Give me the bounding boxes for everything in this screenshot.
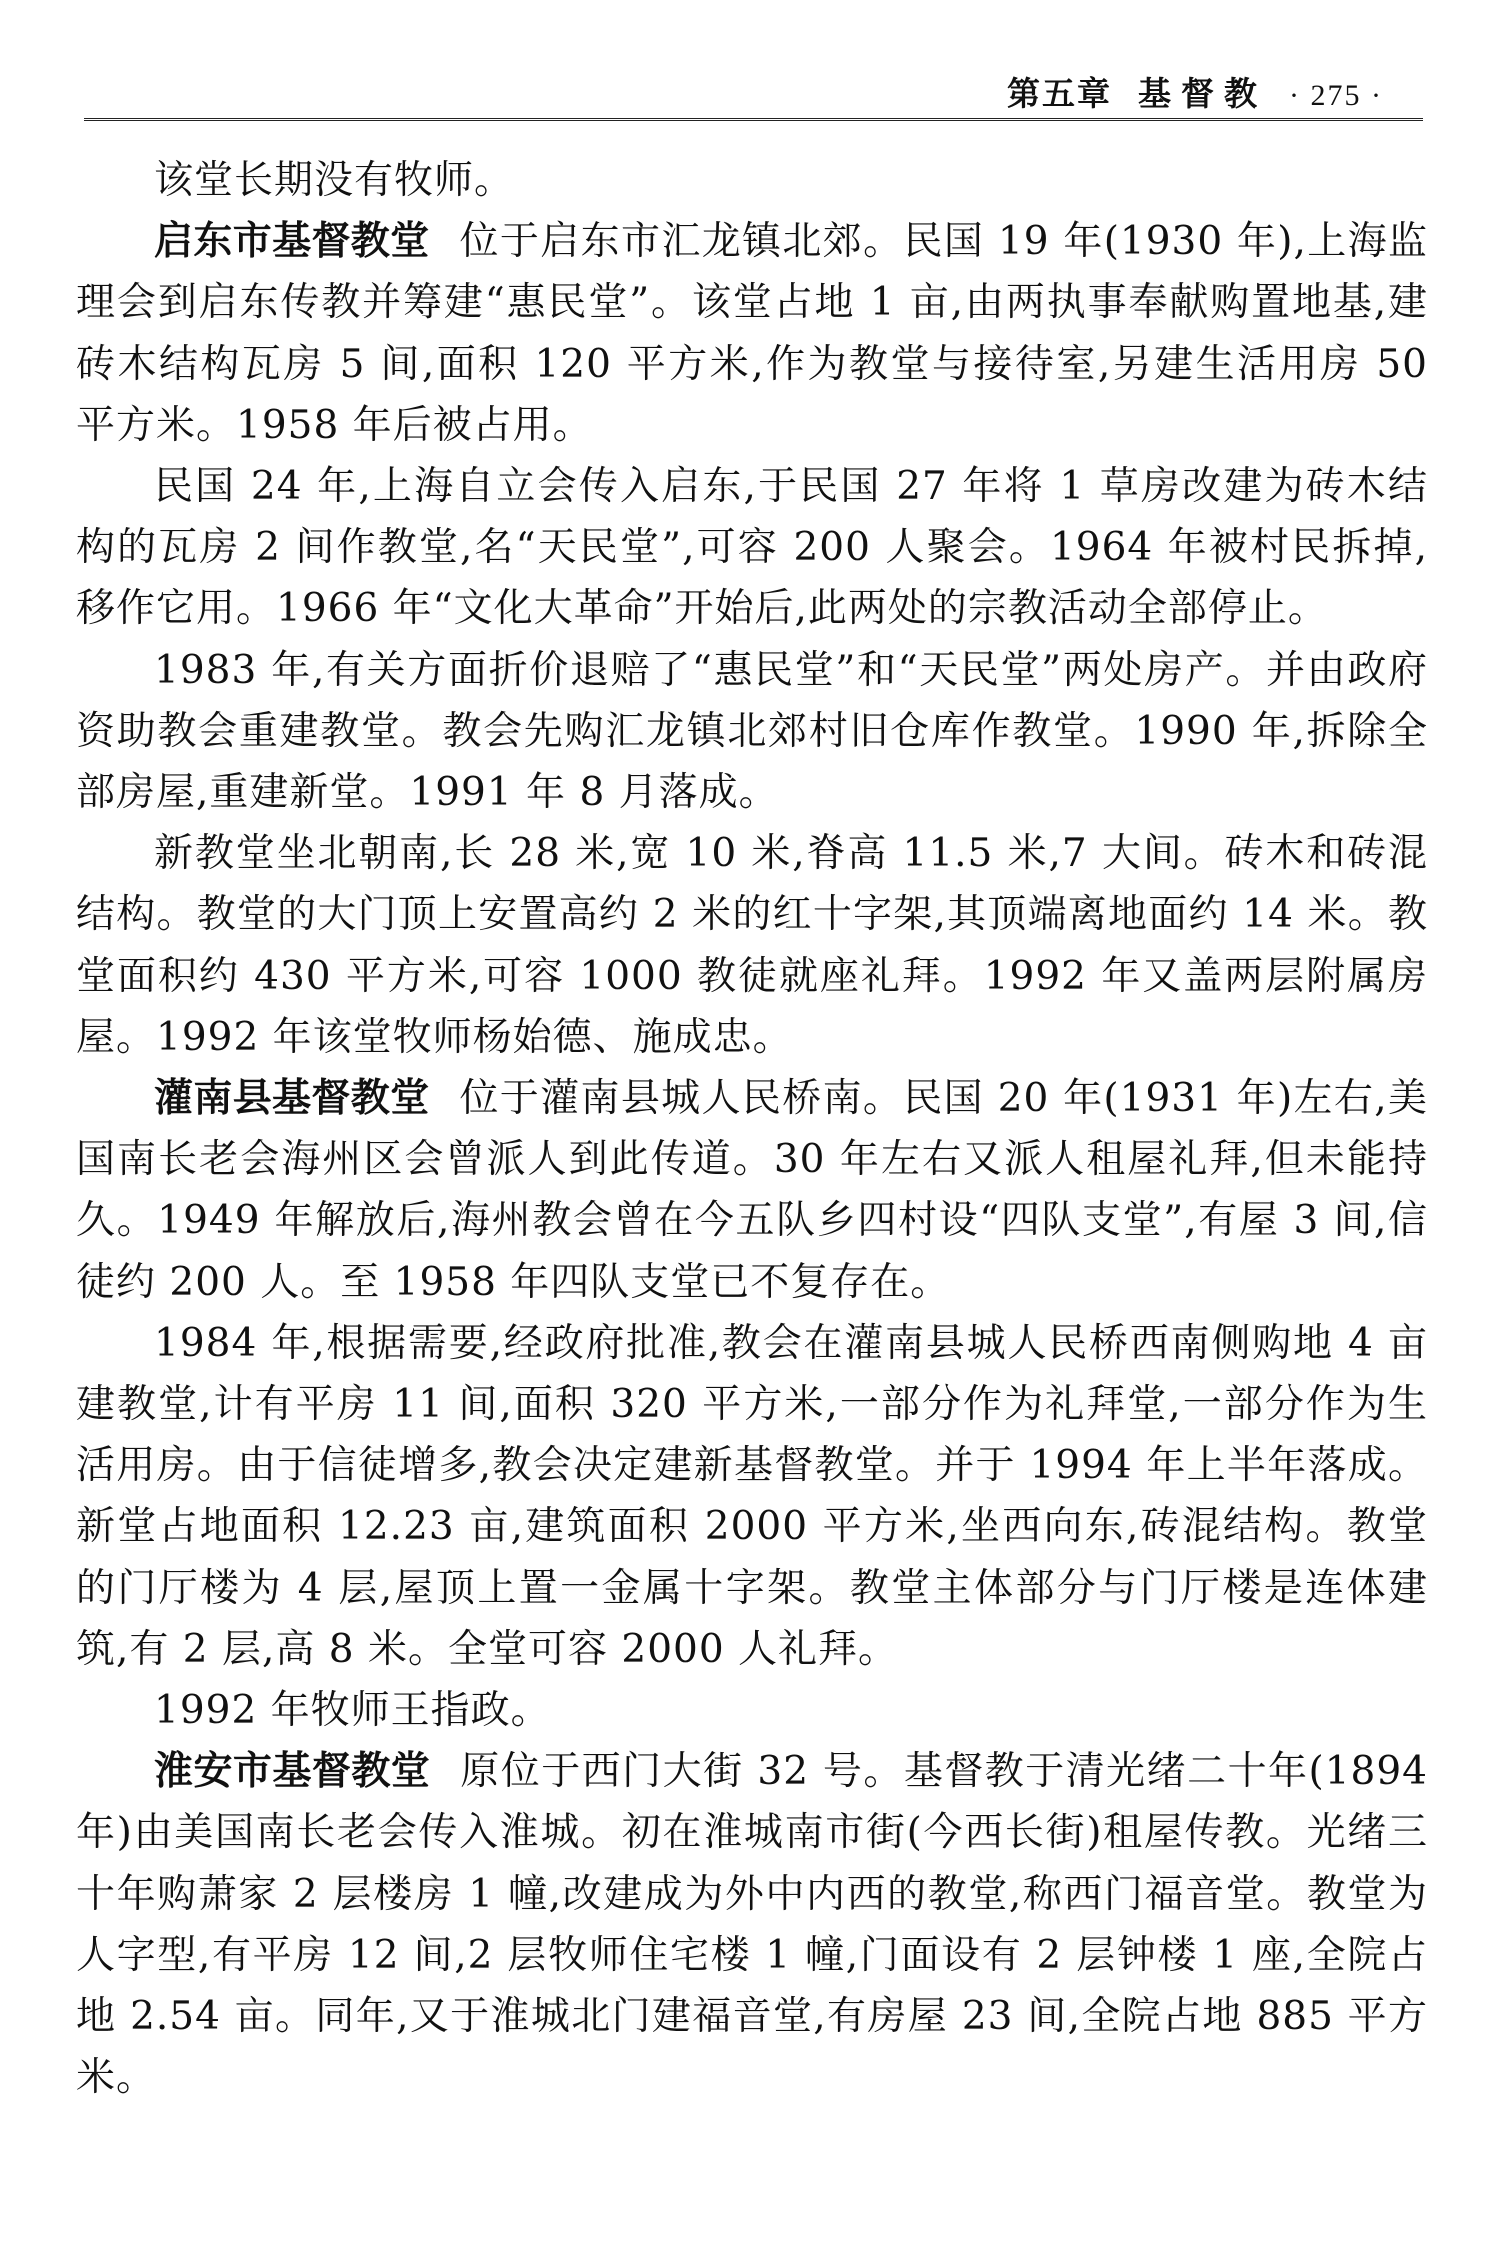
body-text xyxy=(76,150,1428,2109)
paragraph-text: 位于灌南县城人民桥南。民国 20 年(1931 年)左右,美国南长老会海州区会曾派人到此传道。30 年左右又派人租屋礼拜,但未能持久。1949 年解放后,海州教会曾在今五队乡四村设“四队支堂”,有屋 3 间,信徒约 200 人。至 1958 年四队支堂已不复存在。 xyxy=(76,1076,1428,1305)
paragraph xyxy=(76,1680,1428,1741)
paragraph-text: 1983 年,有关方面折价退赔了“惠民堂”和“天民堂”两处房产。并由政府资助教会重建教堂。教会先购汇龙镇北郊村旧仓库作教堂。1990 年,拆除全部房屋,重建新堂。1991 年 8 月落成。 xyxy=(76,647,1428,816)
paragraph-text: 原位于西门大街 32 号。基督教于清光绪二十年(1894 年)由美国南长老会传入淮城。初在淮城南市街(今西长街)租屋传教。光绪三十年购萧家 2 层楼房 1 幢,改建成为外中内西的教堂,称西门福音堂。教堂为人字型,有平房 12 间,2 层牧师住宅楼 1 幢,门面设有 2 层钟楼 1 座,全院占地 2.54 亩。同年,又于淮城北门建福音堂,有房屋 23 间,全院占地 885 平方米。 xyxy=(76,1749,1428,2101)
paragraph-text: 新教堂坐北朝南,长 28 米,宽 10 米,脊高 11.5 米,7 大间。砖木和砖混结构。教堂的大门顶上安置高约 2 米的红十字架,其顶端离地面约 14 米。教堂面积约 430 平方米,可容 1000 教徒就座礼拜。1992 年又盖两层附属房屋。1992 年该堂牧师杨始德、施成忠。 xyxy=(76,831,1428,1060)
section-label: 基督教 xyxy=(1138,74,1268,113)
paragraph-text: 1992 年牧师王指政。 xyxy=(154,1688,551,1734)
paragraph xyxy=(76,823,1428,1068)
paragraph-entry xyxy=(76,211,1428,456)
paragraph-text: 该堂长期没有牧师。 xyxy=(154,158,515,203)
page-number: · 275 · xyxy=(1289,79,1383,112)
entry-title-huaian: 淮安市基督教堂 xyxy=(154,1749,431,1795)
paragraph-entry xyxy=(76,1741,1428,2108)
paragraph xyxy=(76,640,1428,824)
paragraph xyxy=(76,150,1428,211)
running-head xyxy=(0,60,1501,120)
chapter-label: 第五章 xyxy=(1007,74,1113,113)
paragraph-text: 1984 年,根据需要,经政府批准,教会在灌南县城人民桥西南侧购地 4 亩建教堂,计有平房 11 间,面积 320 平方米,一部分作为礼拜堂,一部分作为生活用房。由于信徒增多,教会决定建新基督教堂。并于 1994 年上半年落成。新堂占地面积 12.23 亩,建筑面积 2000 平方米,坐西向东,砖混结构。教堂的门厅楼为 4 层,屋顶上置一金属十字架。教堂主体部分与门厅楼是连体建筑,有 2 层,高 8 米。全堂可容 2000 人礼拜。 xyxy=(76,1320,1428,1672)
running-head-text xyxy=(1007,68,1383,115)
paragraph xyxy=(76,1313,1428,1680)
entry-title-guannan: 灌南县基督教堂 xyxy=(154,1076,430,1122)
paragraph xyxy=(76,456,1428,640)
header-rule xyxy=(84,118,1423,121)
paragraph-text: 民国 24 年,上海自立会传入启东,于民国 27 年将 1 草房改建为砖木结构的瓦房 2 间作教堂,名“天民堂”,可容 200 人聚会。1964 年被村民拆掉,移作它用。1966 年“文化大革命”开始后,此两处的宗教活动全部停止。 xyxy=(76,464,1428,632)
paragraph-entry xyxy=(76,1068,1428,1313)
entry-title-qidong: 启东市基督教堂 xyxy=(154,219,430,265)
paragraph-text: 位于启东市汇龙镇北郊。民国 19 年(1930 年),上海监理会到启东传教并筹建“惠民堂”。该堂占地 1 亩,由两执事奉献购置地基,建砖木结构瓦房 5 间,面积 120 平方米,作为教堂与接待室,另建生活用房 50 平方米。1958 年后被占用。 xyxy=(76,219,1428,448)
